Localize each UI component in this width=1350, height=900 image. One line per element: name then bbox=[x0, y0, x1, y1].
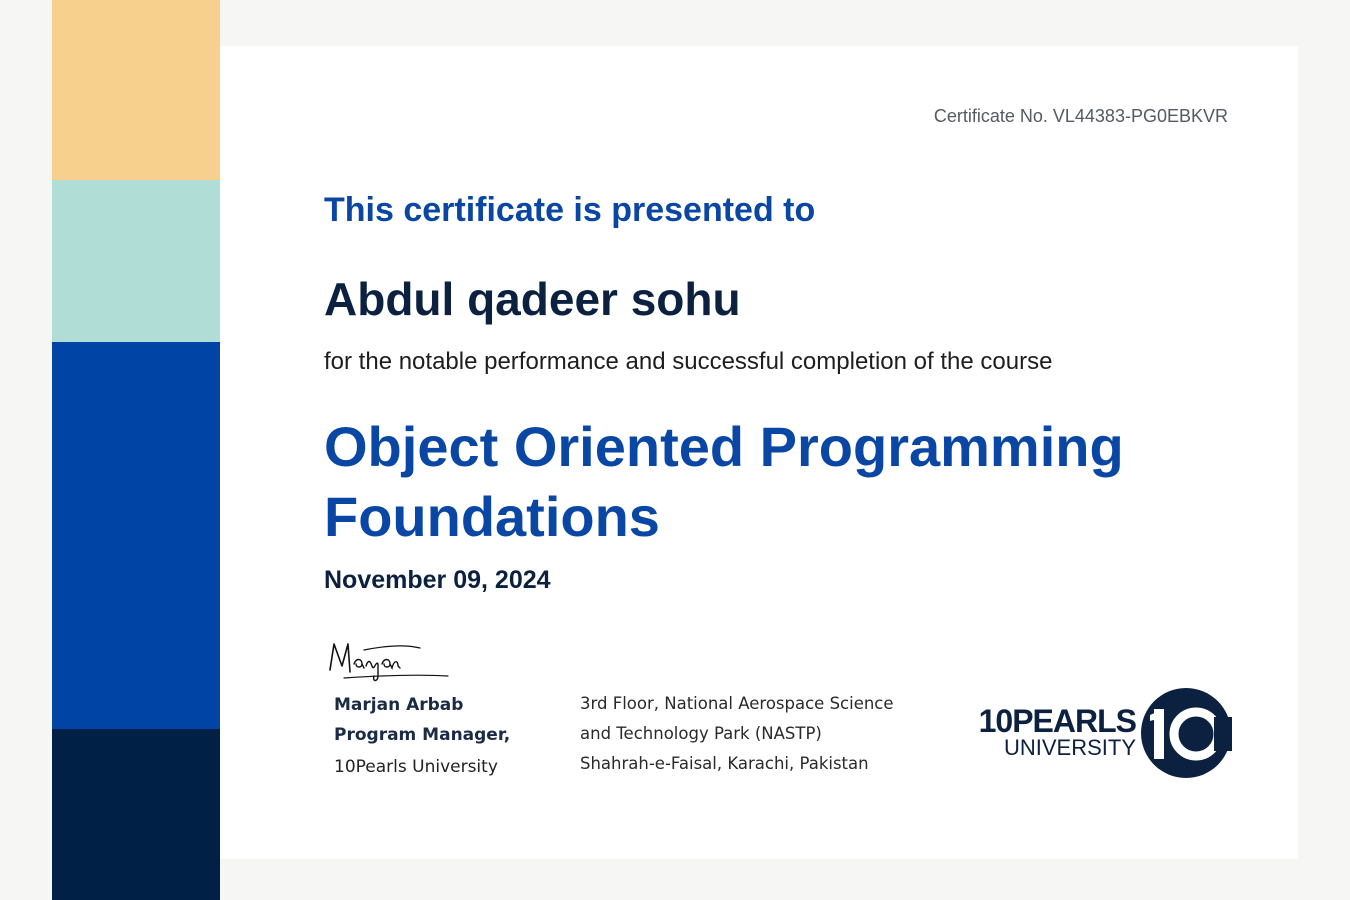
stripe-teal bbox=[52, 180, 220, 342]
course-title-line-1: Object Oriented Programming bbox=[324, 415, 1124, 478]
address-line-3: Shahrah-e-Faisal, Karachi, Pakistan bbox=[580, 754, 869, 773]
address-line-2: and Technology Park (NASTP) bbox=[580, 724, 822, 743]
logo-wordmark bbox=[979, 705, 1136, 759]
certificate-card bbox=[220, 46, 1298, 859]
address-line-1: 3rd Floor, National Aerospace Science bbox=[580, 694, 894, 713]
completion-text: for the notable performance and successful completion of the course bbox=[324, 348, 1053, 375]
signatory-organization: 10Pearls University bbox=[334, 757, 498, 777]
course-title bbox=[324, 412, 1224, 552]
signature-image bbox=[324, 636, 454, 686]
stripe-yellow bbox=[52, 0, 220, 180]
signatory-block bbox=[334, 690, 510, 784]
logo-word-university: UNIVERSITY bbox=[1003, 735, 1136, 760]
signatory-role: Program Manager, bbox=[334, 725, 511, 745]
stripe-blue bbox=[52, 342, 220, 729]
signatory-name: Marjan Arbab bbox=[334, 695, 464, 715]
stripe-navy bbox=[52, 729, 220, 900]
logo-ten-icon bbox=[1140, 687, 1232, 779]
logo-word-pearls: 10PEARLS bbox=[978, 703, 1136, 739]
certificate-number: Certificate No. VL44383-PG0EBKVR bbox=[933, 106, 1228, 126]
decorative-stripe-bar bbox=[52, 0, 220, 900]
10pearls-university-logo bbox=[962, 686, 1232, 781]
course-title-line-2: Foundations bbox=[324, 485, 660, 548]
completion-date: November 09, 2024 bbox=[324, 566, 551, 594]
recipient-name: Abdul qadeer sohu bbox=[324, 273, 741, 325]
address-block bbox=[580, 689, 894, 779]
presented-to-label: This certificate is presented to bbox=[324, 191, 816, 229]
